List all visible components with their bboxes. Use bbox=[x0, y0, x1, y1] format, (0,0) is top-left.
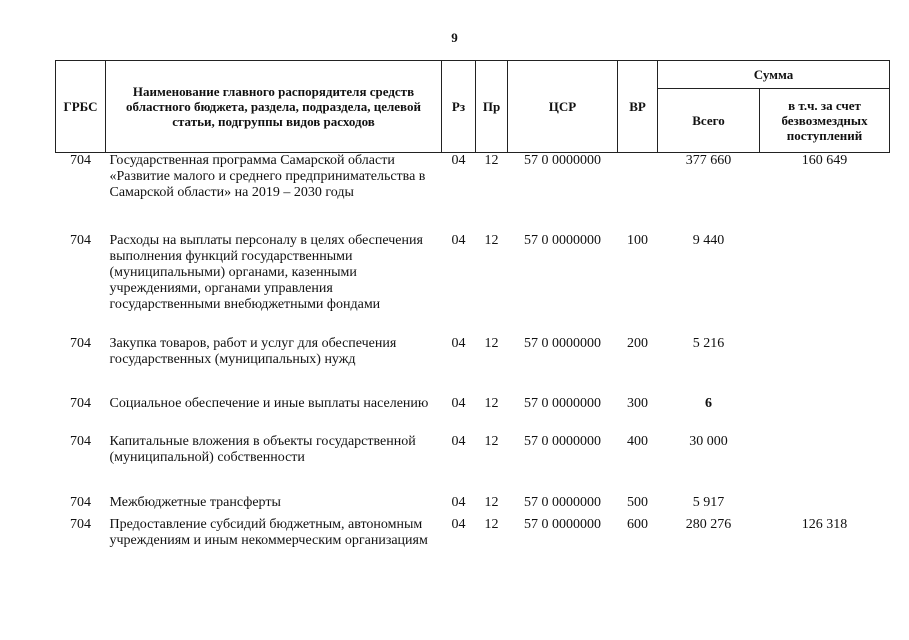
cell-total: 377 660 bbox=[685, 153, 732, 168]
cell-gratis bbox=[760, 396, 890, 434]
cell-pr: 12 bbox=[484, 395, 499, 411]
cell-csr: 57 0 0000000 bbox=[524, 335, 601, 351]
cell-name: Социальное обеспечение и иные выплаты населению bbox=[109, 395, 429, 411]
table-row bbox=[56, 396, 890, 434]
header-csr: ЦСР bbox=[508, 61, 618, 153]
cell-csr: 57 0 0000000 bbox=[524, 516, 601, 532]
cell-rz: 04 bbox=[451, 516, 466, 532]
table-row bbox=[56, 434, 890, 495]
cell-pr: 12 bbox=[484, 232, 499, 248]
cell-total: 6 bbox=[705, 395, 712, 411]
cell-grbs: 704 bbox=[70, 433, 91, 449]
header-vr: ВР bbox=[618, 61, 658, 153]
page-number: 9 bbox=[451, 30, 458, 45]
cell-csr: 57 0 0000000 bbox=[524, 232, 601, 248]
cell-name: Капитальные вложения в объекты государственной (муниципальной) собственности bbox=[109, 433, 416, 465]
cell-grbs: 704 bbox=[70, 335, 91, 351]
header-rz: Рз bbox=[442, 61, 476, 153]
table-row bbox=[56, 495, 890, 517]
cell-gratis bbox=[760, 495, 890, 517]
table-row bbox=[56, 233, 890, 336]
cell-rz: 04 bbox=[451, 232, 466, 248]
cell-vr bbox=[618, 153, 658, 233]
cell-grbs: 704 bbox=[70, 516, 91, 532]
budget-table bbox=[55, 60, 890, 567]
cell-name: Государственная программа Самарской области «Развитие малого и среднего предпринимательства в Самарской области» на 2019 – 2030 годы bbox=[109, 153, 426, 200]
cell-rz: 04 bbox=[451, 433, 466, 449]
header-gratis: в т.ч. за счет безвозмездных поступлений bbox=[760, 89, 890, 153]
cell-vr: 500 bbox=[627, 494, 648, 510]
cell-gratis bbox=[760, 336, 890, 396]
cell-pr: 12 bbox=[484, 494, 499, 510]
cell-pr: 12 bbox=[484, 335, 499, 351]
cell-vr: 300 bbox=[627, 395, 648, 411]
cell-csr: 57 0 0000000 bbox=[524, 433, 601, 449]
cell-name: Закупка товаров, работ и услуг для обеспечения государственных (муниципальных) нужд bbox=[109, 335, 397, 367]
header-pr: Пр bbox=[476, 61, 508, 153]
cell-total: 9 440 bbox=[692, 232, 725, 248]
cell-total: 5 917 bbox=[692, 494, 725, 510]
cell-pr: 12 bbox=[484, 153, 499, 168]
cell-total: 5 216 bbox=[692, 335, 725, 351]
cell-vr: 400 bbox=[627, 433, 648, 449]
cell-total: 280 276 bbox=[685, 516, 732, 532]
cell-rz: 04 bbox=[451, 335, 466, 351]
header-name: Наименование главного распорядителя средств областного бюджета, раздела, подраздела, целевой статьи, подгруппы видов расходов bbox=[106, 61, 442, 153]
table-body bbox=[56, 153, 890, 567]
cell-gratis bbox=[760, 434, 890, 495]
cell-vr: 100 bbox=[627, 232, 648, 248]
cell-rz: 04 bbox=[451, 395, 466, 411]
cell-name: Расходы на выплаты персоналу в целях обеспечения выполнения функций государственными (муниципальными) органами, казенными учреждениями, органами управления государственными внебюджетными фондами bbox=[109, 232, 423, 312]
header-grbs: ГРБС bbox=[56, 61, 106, 153]
cell-csr: 57 0 0000000 bbox=[524, 395, 601, 411]
cell-gratis bbox=[760, 233, 890, 336]
cell-name: Предоставление субсидий бюджетным, автономным учреждениям и иным некоммерческим организациям bbox=[109, 516, 428, 548]
cell-vr: 600 bbox=[627, 516, 648, 532]
cell-pr: 12 bbox=[484, 516, 499, 532]
cell-total: 30 000 bbox=[689, 433, 728, 449]
cell-rz: 04 bbox=[451, 153, 466, 168]
table-row bbox=[56, 336, 890, 396]
cell-csr: 57 0 0000000 bbox=[524, 494, 601, 510]
cell-name: Межбюджетные трансферты bbox=[109, 494, 281, 510]
cell-vr: 200 bbox=[627, 335, 648, 351]
cell-grbs: 704 bbox=[70, 395, 91, 411]
cell-grbs: 704 bbox=[70, 153, 91, 168]
cell-csr: 57 0 0000000 bbox=[524, 153, 601, 168]
cell-gratis: 126 318 bbox=[801, 516, 848, 532]
table-row bbox=[56, 517, 890, 567]
header-total: Всего bbox=[658, 89, 760, 153]
cell-pr: 12 bbox=[484, 433, 499, 449]
cell-gratis: 160 649 bbox=[801, 153, 848, 168]
cell-grbs: 704 bbox=[70, 232, 91, 248]
cell-rz: 04 bbox=[451, 494, 466, 510]
header-sum: Сумма bbox=[658, 61, 890, 89]
table-header bbox=[56, 61, 890, 153]
cell-grbs: 704 bbox=[70, 494, 91, 510]
table-row bbox=[56, 153, 890, 233]
